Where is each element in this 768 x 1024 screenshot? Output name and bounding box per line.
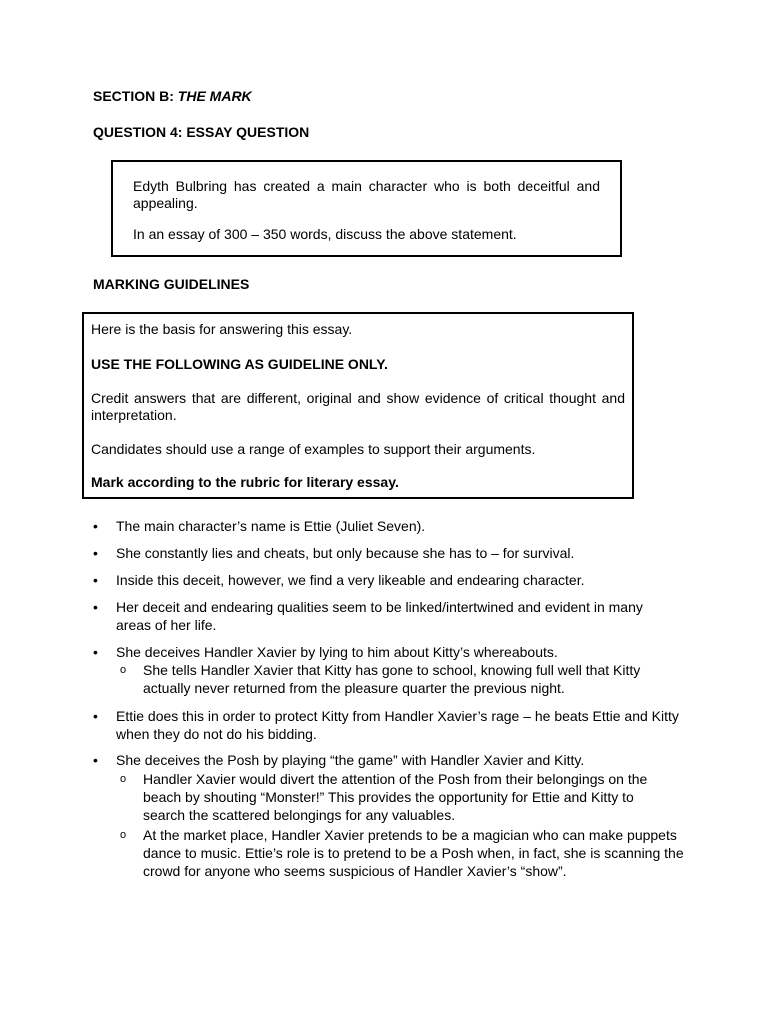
bullet-icon: • bbox=[93, 599, 98, 615]
bullet-icon: • bbox=[93, 708, 98, 724]
marking-guidelines-heading: MARKING GUIDELINES bbox=[93, 276, 250, 292]
guideline-credit: Credit answers that are different, original and show evidence of critical thought and interpretation. bbox=[91, 390, 625, 423]
section-title: THE MARK bbox=[177, 88, 252, 104]
bullet-icon: • bbox=[93, 545, 98, 561]
list-item-text: She deceives Handler Xavier by lying to him about Kitty’s whereabouts. bbox=[116, 644, 558, 660]
sub-bullet-icon: o bbox=[120, 829, 127, 841]
guideline-rubric: Mark according to the rubric for literary essay. bbox=[91, 474, 399, 490]
bullet-icon: • bbox=[93, 644, 98, 660]
sub-list-item-text: At the market place, Handler Xavier pretends to be a magician who can make puppets dance to music. Ettie’s role is to pretend to be a Posh when, in fact, she is scanning the crowd for anyone who seems suspicious of Handler Xavier’s “show”. bbox=[143, 827, 684, 879]
list-item-text: Ettie does this in order to protect Kitty from Handler Xavier’s rage – he beats Ettie and Kitty when they do not do his bidding. bbox=[116, 708, 679, 742]
list-item-text: Inside this deceit, however, we find a very likeable and endearing character. bbox=[116, 572, 585, 588]
bullet-icon: • bbox=[93, 518, 98, 534]
question-box bbox=[111, 160, 622, 257]
section-heading bbox=[93, 88, 252, 104]
question-text: Edyth Bulbring has created a main character who is both deceitful and appealing. bbox=[133, 178, 600, 211]
sub-list-item-text: Handler Xavier would divert the attention of the Posh from their belongings on the beach by shouting “Monster!” This provides the opportunity for Ettie and Kitty to search the scattered belongings for any valuables. bbox=[143, 771, 648, 823]
sub-list-item-text: She tells Handler Xavier that Kitty has gone to school, knowing full well that Kitty actually never returned from the pleasure quarter the previous night. bbox=[143, 662, 641, 696]
bullet-icon: • bbox=[93, 572, 98, 588]
list-item-text: The main character’s name is Ettie (Juliet Seven). bbox=[116, 518, 426, 534]
section-prefix: SECTION B: bbox=[93, 88, 178, 104]
bullet-icon: • bbox=[93, 752, 98, 768]
sub-bullet-icon: o bbox=[120, 664, 127, 676]
guideline-only-notice: USE THE FOLLOWING AS GUIDELINE ONLY. bbox=[91, 356, 388, 372]
guideline-basis: Here is the basis for answering this essay. bbox=[91, 321, 353, 337]
list-item-text: She deceives the Posh by playing “the game” with Handler Xavier and Kitty. bbox=[116, 752, 585, 768]
guideline-box bbox=[82, 312, 634, 499]
question-instruction: In an essay of 300 – 350 words, discuss the above statement. bbox=[133, 226, 517, 242]
list-item-text: She constantly lies and cheats, but only because she has to – for survival. bbox=[116, 545, 575, 561]
list-item-text: Her deceit and endearing qualities seem to be linked/intertwined and evident in many areas of her life. bbox=[116, 599, 643, 633]
guideline-examples: Candidates should use a range of examples to support their arguments. bbox=[91, 441, 536, 457]
sub-bullet-icon: o bbox=[120, 773, 127, 785]
question-heading: QUESTION 4: ESSAY QUESTION bbox=[93, 124, 310, 140]
